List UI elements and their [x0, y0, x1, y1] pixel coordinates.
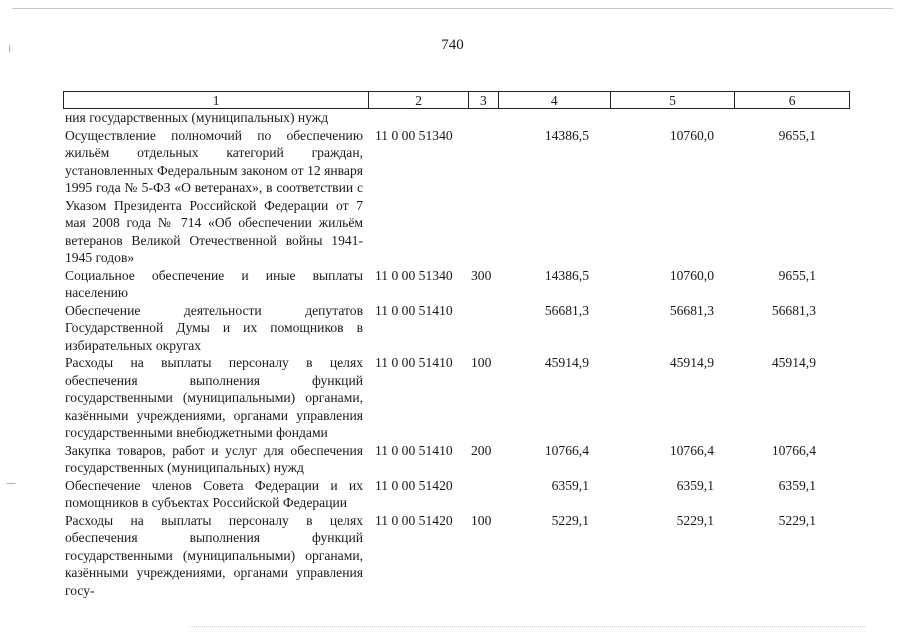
row-amount-col-4: 6359,1: [551, 477, 589, 493]
header-col-4: 4: [499, 92, 611, 108]
row-amount-col-6: 9655,1: [778, 267, 816, 283]
row-target-code: [369, 109, 469, 127]
row-amount-col-6: [736, 109, 850, 127]
row-amount-col-5: 56681,3: [669, 302, 714, 318]
row-description: Обеспечение деятельности депутатов Государственной Думы и их помощников в избирательных округах: [65, 302, 363, 353]
row-amount-col-4: 14386,5: [544, 267, 589, 283]
row-target-code: 11 0 00 51420: [375, 512, 453, 528]
table-row: [63, 354, 850, 442]
table-row: [63, 302, 850, 355]
table-row: [63, 512, 850, 600]
header-col-3: 3: [469, 92, 499, 108]
row-amount-col-6: 6359,1: [778, 477, 816, 493]
row-target-code: 11 0 00 51410: [375, 355, 453, 370]
row-expense-type: 300: [471, 267, 492, 283]
header-col-6: 6: [788, 93, 796, 108]
page-number: 740: [441, 37, 464, 53]
header-col-1: 1: [64, 92, 369, 108]
row-target-code: 11 0 00 51340: [375, 127, 453, 143]
budget-table: [63, 91, 850, 599]
row-amount-col-5: 10760,0: [669, 267, 714, 283]
row-amount-col-4: 10766,4: [544, 442, 589, 458]
row-amount-col-6: 10766,4: [771, 442, 816, 458]
header-col-2: 2: [369, 92, 469, 108]
margin-dash: —: [6, 478, 16, 489]
row-expense-type: [469, 477, 499, 512]
row-amount-col-6: 9655,1: [778, 127, 816, 143]
row-description: Социальное обеспечение и иные выплаты населению: [65, 267, 363, 300]
row-description: ния государственных (муниципальных) нужд: [65, 110, 329, 125]
row-amount-col-6: 5229,1: [778, 512, 816, 528]
row-target-code: 11 0 00 51340: [375, 267, 453, 283]
table-row: [63, 127, 850, 267]
row-expense-type: 200: [471, 442, 492, 458]
row-expense-type: 100: [471, 512, 492, 528]
scan-bottom-edge: [190, 626, 865, 627]
row-description: Расходы на выплаты персоналу в целях обеспечения выполнения функций государственными (муниципальными) органами, казёнными учреждениями, органами управления государственными внебюджетными фондами: [65, 355, 363, 440]
row-description: Обеспечение членов Совета Федерации и их помощников в субъектах Российской Федерации: [65, 477, 363, 510]
table-header-row: [63, 91, 850, 109]
row-description: Закупка товаров, работ и услуг для обеспечения государственных (муниципальных) нужд: [65, 442, 363, 475]
row-amount-col-6: 56681,3: [771, 302, 816, 318]
scan-edge-line: [12, 8, 893, 9]
row-amount-col-4: 56681,3: [544, 302, 589, 318]
row-description: Расходы на выплаты персоналу в целях обеспечения выполнения функций государственными (муниципальными) органами, казёнными учреждениями, органами управления госу-: [65, 512, 363, 598]
row-amount-col-5: 10766,4: [669, 442, 714, 458]
row-amount-col-5: 45914,9: [669, 355, 714, 370]
margin-mark: ⁞: [8, 44, 12, 55]
row-expense-type: 100: [471, 355, 492, 370]
table-row: [63, 477, 850, 512]
row-amount-col-5: 6359,1: [676, 477, 714, 493]
table-row: [63, 442, 850, 477]
row-target-code: 11 0 00 51420: [375, 477, 453, 493]
row-amount-col-5: 5229,1: [676, 512, 714, 528]
row-target-code: 11 0 00 51410: [375, 302, 453, 318]
table-body: [63, 109, 850, 599]
row-amount-col-5: 10760,0: [669, 127, 714, 143]
row-amount-col-4: 5229,1: [551, 512, 589, 528]
table-row: [63, 109, 850, 127]
row-target-code: 11 0 00 51410: [375, 442, 453, 458]
row-expense-type: [469, 127, 499, 267]
row-amount-col-6: 45914,9: [771, 355, 816, 370]
row-expense-type: [469, 302, 499, 355]
row-amount-col-4: 45914,9: [544, 355, 589, 370]
row-description: Осуществление полномочий по обеспечению жильём отдельных категорий граждан, установленных Федеральным законом от 12 января 1995 года № 5-ФЗ «О ветеранах», в соответствии с Указом Президента Российской Федерации от 7 мая 2008 года № 714 «Об обеспечении жильём ветеранов Великой Отечественной войны 1941-1945 годов»: [65, 127, 363, 265]
row-amount-col-5: [611, 109, 736, 127]
header-col-5: 5: [611, 92, 736, 108]
table-row: [63, 267, 850, 302]
row-amount-col-4: 14386,5: [544, 127, 589, 143]
row-amount-col-4: [499, 109, 611, 127]
row-expense-type: [469, 109, 499, 127]
